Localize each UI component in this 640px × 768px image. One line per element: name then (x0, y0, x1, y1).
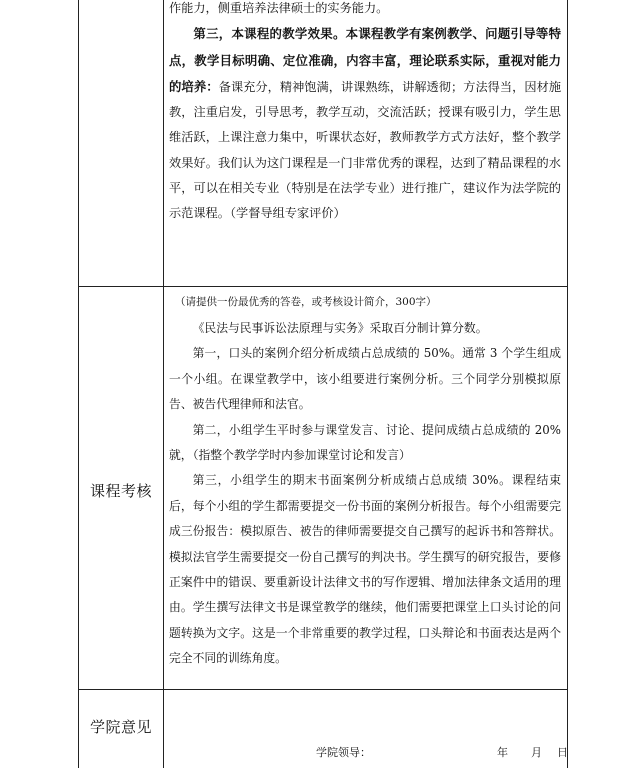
evaluation-cell (169, 0, 561, 227)
column-divider (163, 0, 164, 768)
assessment-note: （请提供一份最优秀的答卷，或考核设计简介，300字） (175, 296, 437, 308)
evaluation-paragraph-3 (169, 21, 561, 226)
assessment-cell (169, 292, 561, 672)
row-divider-assessment (79, 286, 567, 287)
evaluation-top-line: 作能力，侧重培养法律硕士的实务能力。 (169, 1, 389, 15)
opinion-label: 学院意见 (89, 718, 152, 736)
course-form-table (78, 0, 568, 768)
assessment-paragraph-1: 《民法与民事诉讼法原理与实务》采取百分制计算分数。 (192, 321, 488, 335)
date-day: 日 (557, 746, 568, 759)
assessment-label: 课程考核 (89, 482, 152, 500)
signature-label: 学院领导： (316, 746, 371, 759)
row-divider-opinion (79, 689, 567, 690)
date-month: 月 (531, 746, 542, 759)
assessment-paragraph-3: 第二，小组学生平时参与课堂发言、讨论、提问成绩占总成绩的 20%就，（指整个教学学时内参加课堂讨论和发言） (169, 422, 561, 463)
date-year: 年 (497, 746, 508, 759)
evaluation-detail: 备课充分，精神饱满，讲课熟练，讲解透彻；方法得当，因材施教，注重启发，引导思考，教学互动，交流活跃；授课有吸引力，学生思维活跃，上课注意力集中，听课状态好，教师教学方式方法好，整个教学效果好。我们认为这门课程是一门非常优秀的课程，达到了精品课程的水平，可以在相关专业（特别是在法学专业）进行推广，建议作为法学院的示范课程。（学督导组专家评价） (169, 79, 562, 221)
assessment-paragraph-4: 第三，小组学生的期末书面案例分析成绩占总成绩 30%。课程结束后，每个小组的学生都需要提交一份书面的案例分析报告。每个小组需要完成三份报告：模拟原告、被告的律师需要提交自己撰写的起诉书和答辩状。模拟法官学生需要提交一份自己撰写的判决书。学生撰写的研究报告，要修正案件中的错误、要重新设计法律文书的写作逻辑、增加法律条文适用的理由。学生撰写法律文书是课堂教学的继续，他们需要把课堂上口头讨论的问题转换为文字。这是一个非常重要的教学过程，口头辩论和书面表达是两个完全不同的训练角度。 (169, 473, 561, 666)
evaluation-bold-lead: 第三，本课程的教学效果。本课程教学有案例教学、问题引导等特点，教学目标明确、定位准确，内容丰富，理论联系实际，重视对能力的培养： (169, 26, 561, 94)
assessment-paragraph-2: 第一，口头的案例介绍分析成绩占总成绩的 50%。通常 3 个学生组成一个小组。在课堂教学中，该小组要进行案例分析。三个同学分别模拟原告、被告代理律师和法官。 (169, 346, 561, 412)
